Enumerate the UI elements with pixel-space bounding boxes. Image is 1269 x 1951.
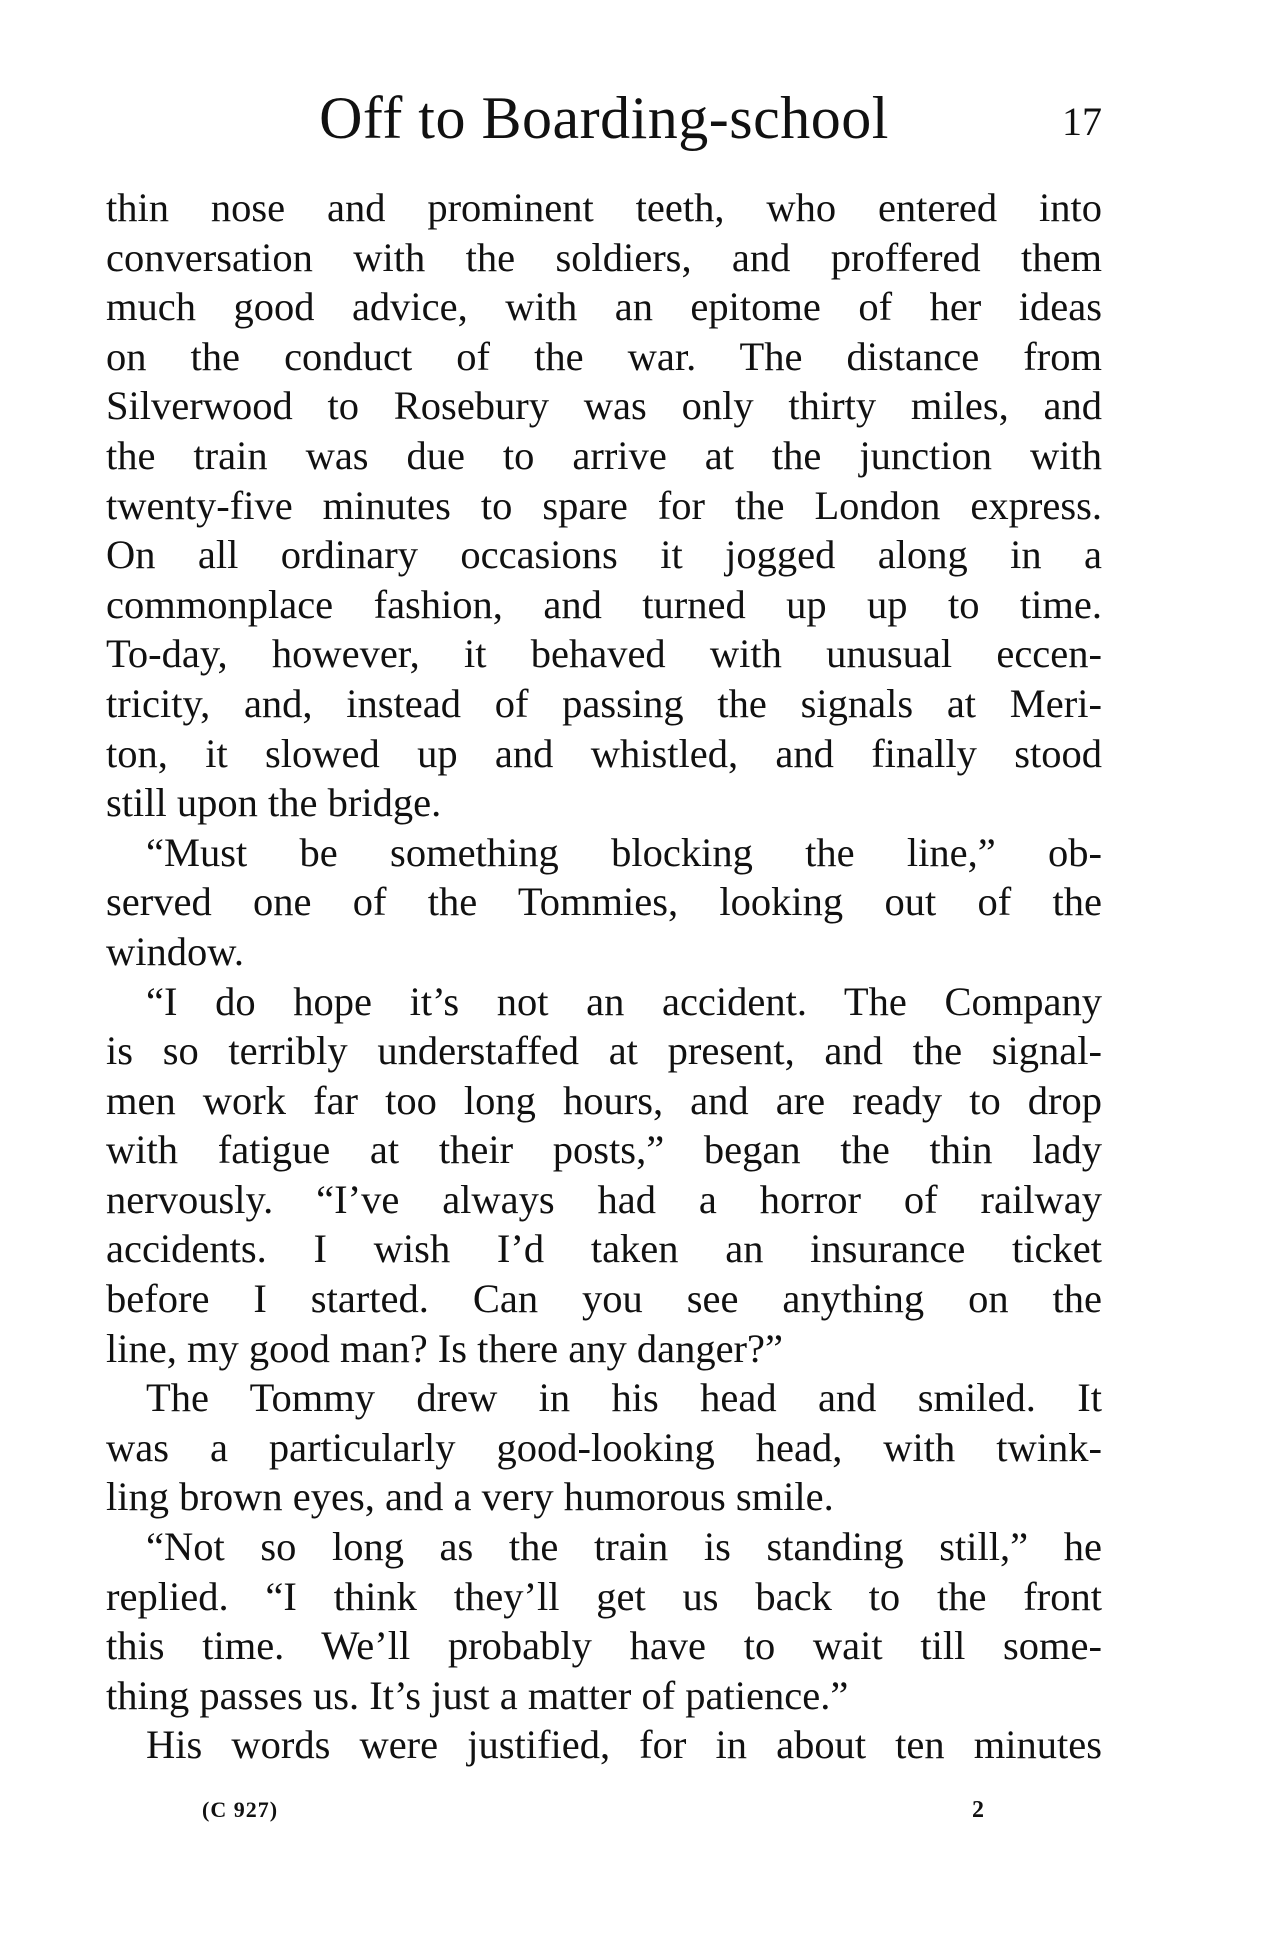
text-line: tricity, and, instead of passing the signals at Meri- [106,680,1102,726]
text-line: still upon the bridge. [106,780,442,826]
text-line: accidents. I wish I’d taken an insurance ticket [106,1226,1102,1272]
text-line: thing passes us. It’s just a matter of patience.” [106,1672,849,1718]
text-line: window. [106,928,244,974]
signature-mark: (C 927) [202,1797,279,1822]
text-line: replied. “I think they’ll get us back to the front [106,1573,1102,1619]
page-number: 17 [1062,99,1102,144]
text-line: this time. We’ll probably have to wait till some- [106,1623,1102,1669]
text-line: is so terribly understaffed at present, and the signal- [106,1028,1102,1074]
running-title: Off to Boarding-school [319,85,889,151]
text-line: conversation with the soldiers, and proffered them [106,234,1102,280]
text-line: before I started. Can you see anything on the [106,1276,1102,1322]
text-line: on the conduct of the war. The distance from [106,333,1102,379]
text-line: “Must be something blocking the line,” ob- [146,829,1102,875]
text-line: served one of the Tommies, looking out of the [106,879,1102,925]
text-line: Silverwood to Rosebury was only thirty miles, and [106,383,1102,429]
text-line: To-day, however, it behaved with unusual eccen- [106,631,1102,677]
page-footer [106,1792,1102,1828]
body-text [106,183,1102,1770]
text-line: nervously. “I’ve always had a horror of railway [106,1176,1102,1222]
text-line: the train was due to arrive at the junction with [106,432,1102,478]
text-line: much good advice, with an epitome of her ideas [106,284,1102,330]
sheet-number: 2 [972,1797,984,1823]
text-line: “Not so long as the train is standing still,” he [146,1524,1102,1570]
text-line: The Tommy drew in his head and smiled. It [146,1375,1102,1421]
text-line: ton, it slowed up and whistled, and finally stood [106,730,1102,776]
text-line: His words were justified, for in about ten minutes [146,1722,1102,1768]
text-line: twenty-five minutes to spare for the London express. [106,482,1102,528]
text-line: with fatigue at their posts,” began the thin lady [106,1127,1102,1173]
text-line: “I do hope it’s not an accident. The Company [146,978,1102,1024]
running-head [106,78,1102,158]
text-line: thin nose and prominent teeth, who entered into [106,185,1102,230]
text-line: men work far too long hours, and are ready to drop [106,1077,1102,1123]
text-line: ling brown eyes, and a very humorous smile. [106,1474,834,1520]
text-line: On all ordinary occasions it jogged along in a [106,532,1102,578]
text-line: line, my good man? Is there any danger?” [106,1325,783,1371]
text-line: was a particularly good-looking head, with twink- [106,1424,1102,1470]
text-line: commonplace fashion, and turned up up to time. [106,581,1102,627]
